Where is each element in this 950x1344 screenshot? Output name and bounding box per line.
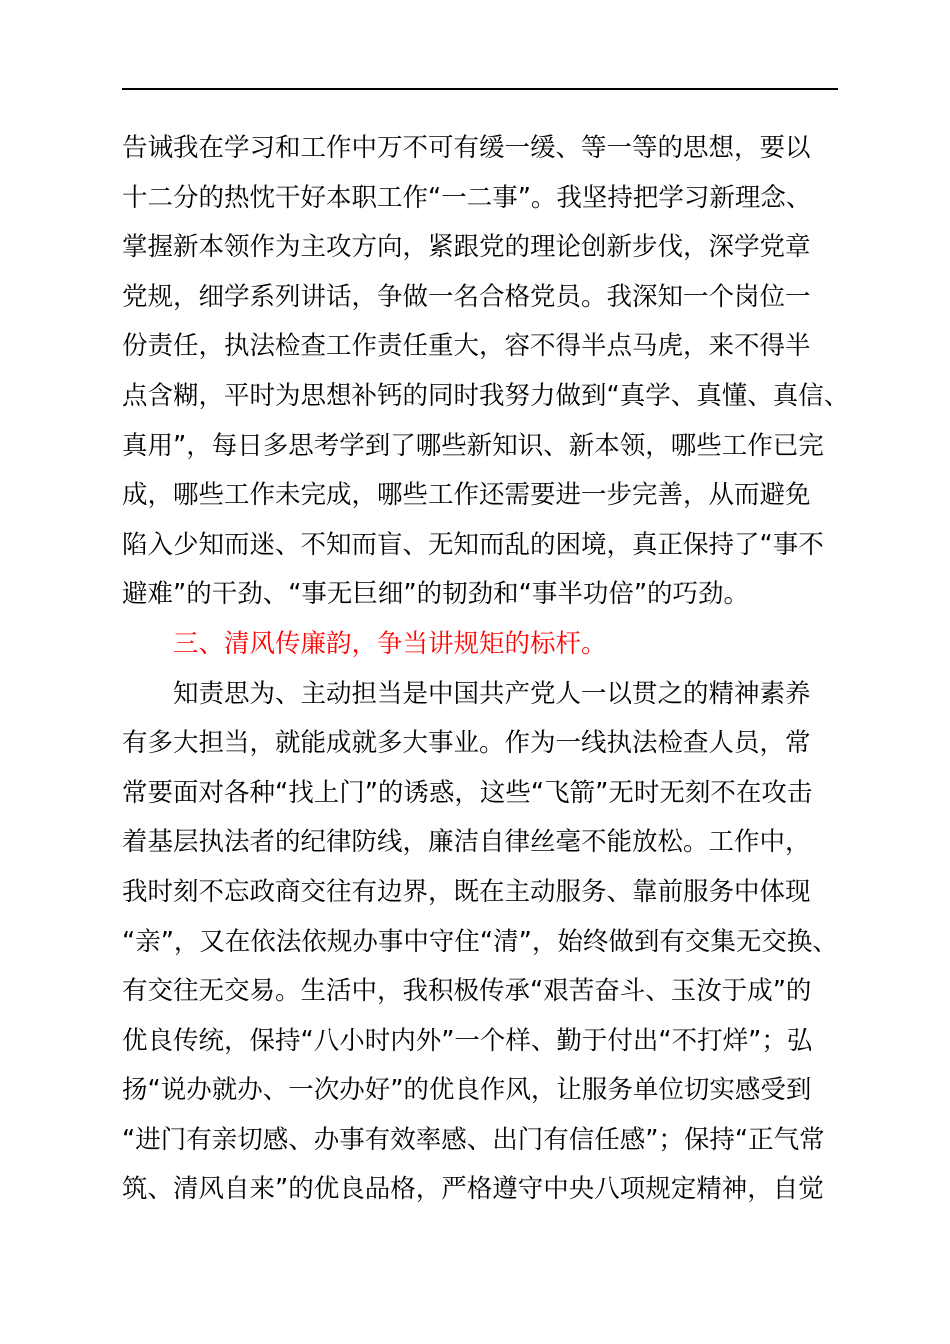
text-line: 扬“说办就办、一次办好”的优良作风，让服务单位切实感受到: [122, 1075, 812, 1106]
paragraph-2: [122, 670, 852, 1216]
section-heading: 三、清风传廉韵，争当讲规矩的标杆。: [173, 628, 607, 659]
text-line: 告诫我在学习和工作中万不可有缓一缓、等一等的思想，要以: [122, 133, 811, 163]
text-line: 着基层执法者的纪律防线，廉洁自律丝毫不能放松。工作中，: [122, 827, 811, 858]
header-rule: [122, 88, 838, 90]
text-line: 优良传统，保持“八小时内外”一个样、勤于付出“不打烊”；弘: [122, 1025, 813, 1056]
text-line: 真用”，每日多思考学到了哪些新知识、新本领，哪些工作已完: [122, 430, 824, 461]
text-line: 份责任，执法检查工作责任重大，容不得半点马虎，来不得半: [122, 331, 811, 362]
text-line: 党规，细学系列讲话，争做一名合格党员。我深知一个岗位一: [122, 281, 811, 312]
text-line: 避难”的干劲、“事无巨细”的韧劲和“事半功倍”的巧劲。: [122, 579, 750, 610]
text-line: “亲”，又在依法依规办事中守住“清”，始终做到有交集无交换、: [122, 926, 838, 957]
text-line: 陷入少知而迷、不知而盲、无知而乱的困境，真正保持了“事不: [122, 529, 824, 560]
text-line: “进门有亲切感、办事有效率感、出门有信任感”；保持“正气常: [122, 1124, 825, 1155]
text-line: 知责思为、主动担当是中国共产党人一以贯之的精神素养: [173, 678, 811, 709]
text-line: 点含糊，平时为思想补钙的同时我努力做到“真学、真懂、真信、: [122, 380, 850, 411]
text-line: 我时刻不忘政商交往有边界，既在主动服务、靠前服务中体现: [122, 876, 811, 907]
text-line: 有交往无交易。生活中，我积极传承“艰苦奋斗、玉汝于成”的: [122, 976, 812, 1007]
paragraph-1: [122, 124, 852, 620]
text-line: 常要面对各种“找上门”的诱惑，这些“飞箭”无时无刻不在攻击: [122, 777, 813, 808]
document-body: [122, 124, 852, 1215]
text-line: 十二分的热忱干好本职工作“一二事”。我坚持把学习新理念、: [122, 182, 812, 213]
text-line: 成，哪些工作未完成，哪些工作还需要进一步完善，从而避免: [122, 480, 811, 511]
text-line: 筑、清风自来”的优良品格，严格遵守中央八项规定精神，自觉: [122, 1174, 824, 1205]
text-line: 有多大担当，就能成就多大事业。作为一线执法检查人员，常: [122, 728, 811, 759]
text-line: 掌握新本领作为主攻方向，紧跟党的理论创新步伐，深学党章: [122, 232, 811, 263]
